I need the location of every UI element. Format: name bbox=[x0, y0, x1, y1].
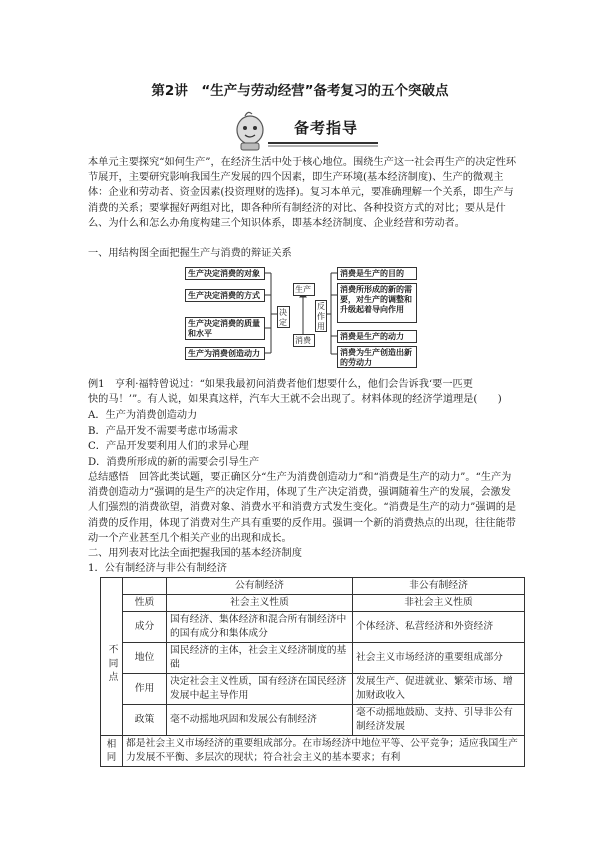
row-name: 政策 bbox=[123, 705, 167, 736]
table-row bbox=[101, 643, 525, 674]
table-row bbox=[101, 705, 525, 736]
production-consumption-diagram bbox=[185, 266, 421, 370]
row-public: 国有经济、集体经济和混合所有制经济中的国有成分和集体成分 bbox=[167, 612, 353, 643]
table-row-same bbox=[101, 736, 525, 767]
section-heading-2: 二、用列表对比法全面把握我国的基本经济制度 bbox=[88, 548, 302, 559]
right-box-2: 消费所形成的新的需要，对生产的调整和升级起着导向作用 bbox=[337, 283, 417, 323]
row-public: 社会主义性质 bbox=[167, 595, 353, 612]
row-private: 个体经济、私营经济和外资经济 bbox=[353, 612, 525, 643]
row-private: 发展生产、促进就业、繁荣市场、增加财政收入 bbox=[353, 674, 525, 705]
row-public: 毫不动摇地巩固和发展公有制经济 bbox=[167, 705, 353, 736]
right-box-4: 消费为生产创造出新的劳动力 bbox=[337, 346, 417, 368]
left-box-4: 生产为消费创造动力 bbox=[185, 347, 265, 360]
table-header-row bbox=[101, 578, 525, 595]
row-name: 作用 bbox=[123, 674, 167, 705]
same-text: 都是社会主义市场经济的重要组成部分。在市场经济中地位平等、公平竞争；适应我国生产力发展不平衡、多层次的现状；符合社会主义的基本要求；有利 bbox=[123, 736, 525, 767]
example-line-1: 例1 亨利·福特曾说过：“如果我最初问消费者他们想要什么，他们会告诉我‘要一匹更 bbox=[88, 379, 473, 390]
right-box-1: 消费是生产的目的 bbox=[337, 267, 417, 280]
subheading-1: 1．公有制经济与非公有制经济 bbox=[88, 563, 227, 574]
option-b: B．产品开发不需要考虑市场需求 bbox=[88, 426, 239, 437]
row-private: 毫不动摇地鼓励、支持、引导非公有制经济发展 bbox=[353, 705, 525, 736]
example-line-2: 快的马！’”。有人说，如果真这样，汽车大王就不会出现了。材料体现的经济学道理是( ) bbox=[88, 394, 502, 405]
header-private: 非公有制经济 bbox=[353, 578, 525, 595]
diff-label: 不同点 bbox=[101, 595, 123, 736]
header-public: 公有制经济 bbox=[167, 578, 353, 595]
decide-box: 决定 bbox=[277, 306, 290, 328]
row-name: 地位 bbox=[123, 643, 167, 674]
option-d: D．消费所形成的新的需要会引导生产 bbox=[88, 457, 260, 468]
row-private: 社会主义市场经济的重要组成部分 bbox=[353, 643, 525, 674]
counter-effect-box: 反作用 bbox=[317, 302, 325, 331]
row-public: 国民经济的主体，社会主义经济制度的基础 bbox=[167, 643, 353, 674]
option-a: A．生产为消费创造动力 bbox=[88, 410, 198, 421]
row-private: 非社会主义性质 bbox=[353, 595, 525, 612]
table-row bbox=[101, 612, 525, 643]
option-c: C．产品开发要利用人们的求异心理 bbox=[88, 441, 249, 452]
mascot-icon bbox=[237, 112, 263, 150]
table-row bbox=[101, 595, 525, 612]
consumption-box: 消费 bbox=[293, 334, 315, 347]
right-box-3: 消费是生产的动力 bbox=[337, 330, 417, 343]
same-label: 相同 bbox=[101, 736, 123, 767]
ownership-comparison-table bbox=[100, 577, 525, 767]
row-name: 性质 bbox=[123, 595, 167, 612]
left-box-3: 生产决定消费的质量和水平 bbox=[185, 317, 265, 340]
table-row bbox=[101, 674, 525, 705]
page-title: 第2讲 “生产与劳动经营”备考复习的五个突破点 bbox=[151, 83, 449, 99]
section-heading-1: 一、用结构图全面把握生产与消费的辩证关系 bbox=[88, 248, 292, 259]
production-box: 生产 bbox=[293, 283, 315, 296]
row-name: 成分 bbox=[123, 612, 167, 643]
row-public: 决定社会主义性质，国有经济在国民经济发展中起主导作用 bbox=[167, 674, 353, 705]
guide-badge-label: 备考指导 bbox=[294, 119, 359, 137]
left-box-1: 生产决定消费的对象 bbox=[185, 267, 265, 280]
summary-paragraph: 总结感悟 回答此类试题，要正确区分“生产为消费创造动力”和“消费是生产的动力”。“生产为消费创造动力”强调的是生产的决定作用，体现了生产决定消费，强调随着生产的发展，会激发人们强烈的消费欲望，消费对象、消费水平和消费方式发生变化。“消费是生产的动力”强调的是消费的反作用，体现了消费对生产具有重要的反作用。强调一个新的消费热点的出现，往往能带动一个产业甚至几个相关产业的出现和成长。 bbox=[88, 472, 517, 544]
intro-paragraph: 本单元主要探究“如何生产”，在经济生活中处于核心地位。围绕生产这一社会再生产的决定性环节展开，主要研究影响我国生产发展的四个因素，即生产环境(基本经济制度)、生产的微观主体：企业和劳动者、资金因素(投资理财的选择)。复习本单元，要准确理解一个关系，即生产与消费的关系；要掌握好两组对比，即各种所有制经济的对比、各种投资方式的对比；要从是什么、为什么和怎么办角度构建三个知识体系，即基本经济制度、企业经营和劳动者。 bbox=[88, 157, 517, 229]
left-box-2: 生产决定消费的方式 bbox=[185, 289, 265, 302]
